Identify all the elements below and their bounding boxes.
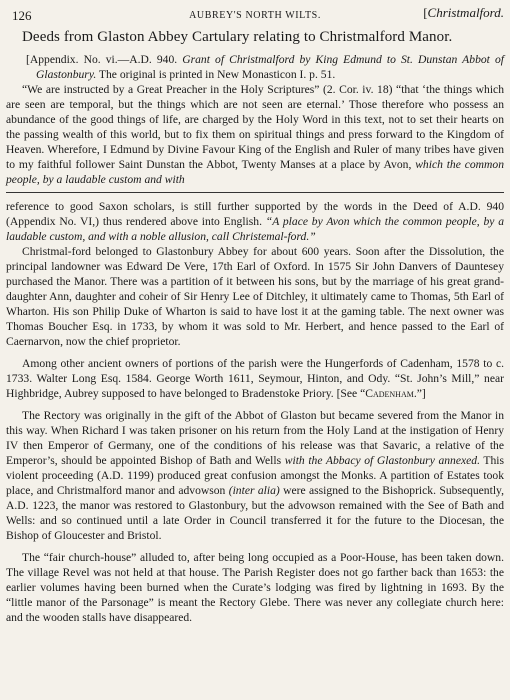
paragraph-rectory	[6, 408, 504, 543]
paragraph-continuation	[6, 199, 504, 244]
running-section-label: Christmalford.	[427, 5, 504, 20]
rectory-text-b: This violent proceeding (A.D. 1199) produced great confusion amongst the Monks. A partition of Estates took place, and Christmalford manor and advowson	[6, 454, 504, 497]
page-number: 126	[12, 8, 32, 23]
appendix-heading	[6, 52, 504, 82]
paragraph-continuation-text: reference to good Saxon scholars, is still further supported by the words in the Deed of A.D. 940 (Appendix No. VI,) thus rendered above into English.	[6, 200, 504, 228]
paragraph-owners-end: .”]	[413, 387, 426, 400]
cross-reference: Cadenham	[365, 387, 414, 400]
running-title: AUBREY'S NORTH WILTS.	[189, 10, 321, 21]
rectory-italic-a: with the Abbacy of Glastonbury annexed.	[284, 454, 480, 467]
charter-translation	[6, 82, 504, 187]
rectory-text-a: The Rectory was originally in the gift of the Abbot of Glaston but became severed from the Manor in this way. When Richard I was taken prisoner on his return from the Holy Land at the instigation of Henry IV then Emperor of Germany, one of the conditions of his release was that Savaric, a relative of the Emperor’s, should be appointed Bishop of Bath and Wells	[6, 409, 504, 467]
paragraph-owners-text: Among other ancient owners of portions of the parish were the Hungerfords of Cadenham, 1578 to c. 1733. Walter Long Esq. 1584. George Worth 1611, Seymour, Hinton, and Ody. “St. John’s Mill,” near Highbridge, Aubrey supposed to have belonged to Bradenstoke Priory. [See “	[6, 357, 504, 400]
running-section	[423, 5, 504, 21]
charter-italic: which the common people, by a laudable custom and with	[6, 158, 504, 186]
paragraph-church-house: The “fair church-house” alluded to, after being long occupied as a Poor-House, has been taken down. The village Revel was not held at that house. The Parish Register does not go farther back than 1653: the earlier volumes having been burned when the Curate’s lodging was fired by lightning in 1693. By the “little manor of the Parsonage” is meant the Rectory Glebe. There was never any collegiate church here: and the wooden stalls have disappeared.	[6, 551, 504, 624]
charter-text: “We are instructed by a Great Preacher in the Holy Scriptures” (2. Cor. iv. 18) “that ‘the things which are seen are temporal, but the things which are not seen are eternal.’ Those therefore who possess an abundance of the good things of life, are charged by the Holy Word in this text, not to set their hearts on the passing wealth of this world, but to fix them on spiritual things and press forward to the Kingdom of Heaven. Wherefore, I Edmund by Divine Favour King of the English and Ruler of many tribes have given to my faithful follower Saint Dunstan the Abbot, Twenty Manses at a place by Avon,	[6, 83, 504, 171]
running-section-bracket: [	[423, 5, 428, 20]
appendix-heading-tail: The original is printed in New Monasticon I. p. 51.	[96, 68, 336, 81]
section-title: Deeds from Glaston Abbey Cartulary relating to Christmalford Manor.	[22, 29, 453, 45]
appendix-heading-normal: [Appendix. No. vi.—A.D. 940.	[26, 53, 183, 66]
appendix-heading-italic: Grant of Christmalford by King Edmund to St. Dunstan Abbot of Glastonbury.	[36, 53, 504, 81]
paragraph-owners	[6, 356, 504, 401]
running-head	[6, 3, 504, 25]
rectory-italic-b: (inter alia)	[228, 484, 280, 497]
section-divider	[6, 192, 504, 193]
paragraph-continuation-quote: “A place by Avon which the common people, by a laudable custom, and with a noble allusion, call Christemal-ford.”	[6, 215, 504, 243]
paragraph-ownership: Christmal-ford belonged to Glastonbury Abbey for about 600 years. Soon after the Dissolution, the principal landowner was Edward De Vere, 17th Earl of Oxford. In 1575 Sir John Danvers of Dauntesey purchased the Manor. There was a partition of it between his sons, but by the marriage of his great grand-daughter Ann, daughter and coheir of Sir Henry Lee of Ditchley, it ultimately came to Thomas, 5th Earl of Wharton. His son Philip Duke of Wharton is said to have lost it at the gaming table. The next owner was Thomas Boucher Esq. in 1733, by whom it was sold to Mr. Herbert, and hence passed to the Earl of Caernarvon, now the chief proprietor.	[6, 245, 504, 348]
rectory-text-c: were assigned to the Bishoprick. Subsequently, A.D. 1223, the manor was restored to Glastonbury, but the advowson remained with the See of Bath and Wells: and so continued until a late Order in Council transferred it for the future to the Diocesan, the Bishop of Gloucester and Bristol.	[6, 484, 504, 542]
